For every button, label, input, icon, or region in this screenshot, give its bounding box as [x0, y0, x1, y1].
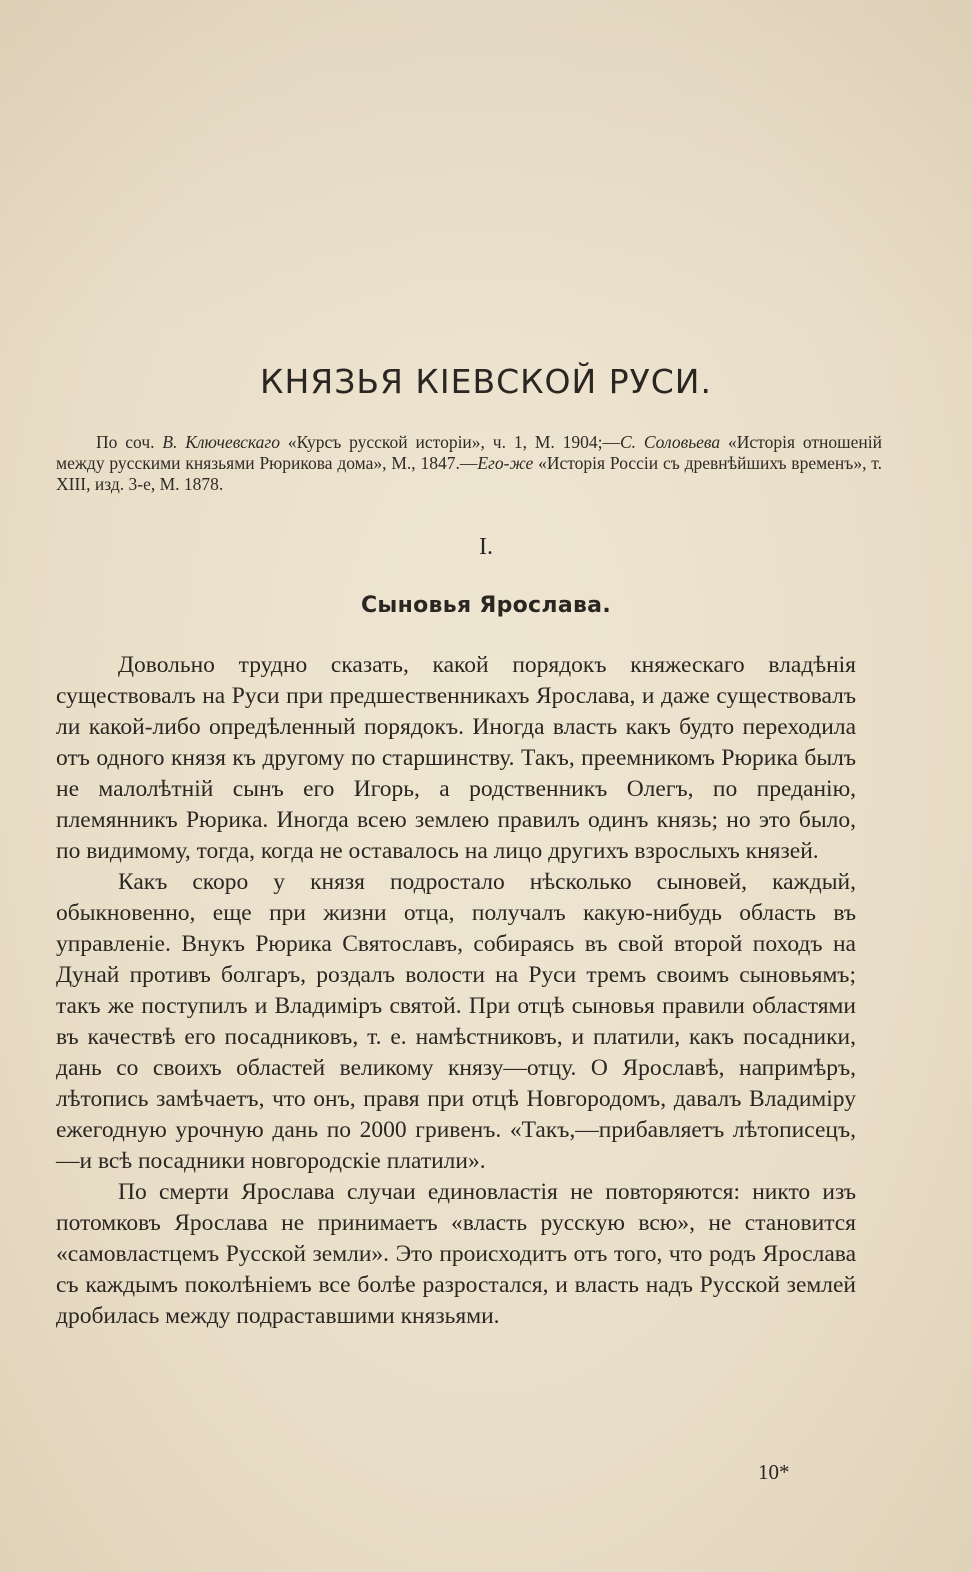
body-text — [56, 650, 856, 1332]
show-through-area — [0, 0, 972, 340]
source-author-3: Его-же — [477, 453, 534, 473]
source-prefix: По соч. — [96, 432, 163, 452]
source-work-1: «Курсъ русской исторіи», ч. 1, М. 1904;— — [279, 432, 620, 452]
source-note — [56, 432, 882, 495]
source-author-1: В. Ключевскаго — [162, 432, 280, 452]
paragraph: Довольно трудно сказать, какой порядокъ княжескаго владѣнія существовалъ на Руси при предшественникахъ Ярослава, и даже существовалъ ли какой-либо опредѣленный порядокъ. Иногда власть какъ будто переходила отъ одного князя къ другому по старшинству. Такъ, преемникомъ Рюрика былъ не малолѣтній сынъ его Игорь, а родственникъ Олегъ, по преданію, племянникъ Рюрика. Иногда всею землею правилъ одинъ князь; но это было, по видимому, тогда, когда не оставалось на лицо другихъ взрослыхъ князей. — [56, 652, 856, 864]
paragraph: По смерти Ярослава случаи единовластія не повторяются: никто изъ потомковъ Ярослава не принимаетъ «власть русскую всю», не становится «самовластцемъ Русской земли». Это происходитъ отъ того, что родъ Ярослава съ каждымъ поколѣніемъ все болѣе разростался, и власть надъ Русской землей дробилась между подраставшими князьями. — [56, 1179, 856, 1329]
section-title: Сыновья Ярослава. — [360, 593, 611, 618]
source-work-2: «Исторія отношеній между русскими князьями Рюрикова дома», М., 1847.— — [56, 432, 882, 473]
page-number: 10* — [758, 1460, 790, 1484]
paragraph: Какъ скоро у князя подростало нѣсколько сыновей, каждый, обыкновенно, еще при жизни отца, получалъ какую-нибудь область въ управленіе. Внукъ Рюрика Святославъ, собираясь въ свой второй походъ на Дунай противъ болгаръ, роздалъ волости на Руси тремъ своимъ сыновьямъ; такъ же поступилъ и Владиміръ святой. При отцѣ сыновья правили областями въ качествѣ его посадниковъ, т. е. намѣстниковъ, и платили, какъ посадники, дань со своихъ областей великому князу—отцу. О Ярославѣ, напримѣръ, лѣтопись замѣчаетъ, что онъ, правя при отцѣ Новгородомъ, давалъ Владиміру ежегодную урочную дань по 2000 гривенъ. «Такъ,—прибавляетъ лѣтописецъ,—и всѣ посадники новгородскіе платили». — [56, 869, 856, 1174]
section-number: I. — [479, 534, 493, 560]
source-author-2: С. Соловьева — [619, 432, 721, 452]
page-title: КНЯЗЬЯ КІЕВСКОЙ РУСИ. — [260, 362, 712, 401]
source-work-3: «Исторія Россіи съ древнѣйшихъ временъ», т. XIII, изд. 3-е, М. 1878. — [56, 453, 882, 494]
